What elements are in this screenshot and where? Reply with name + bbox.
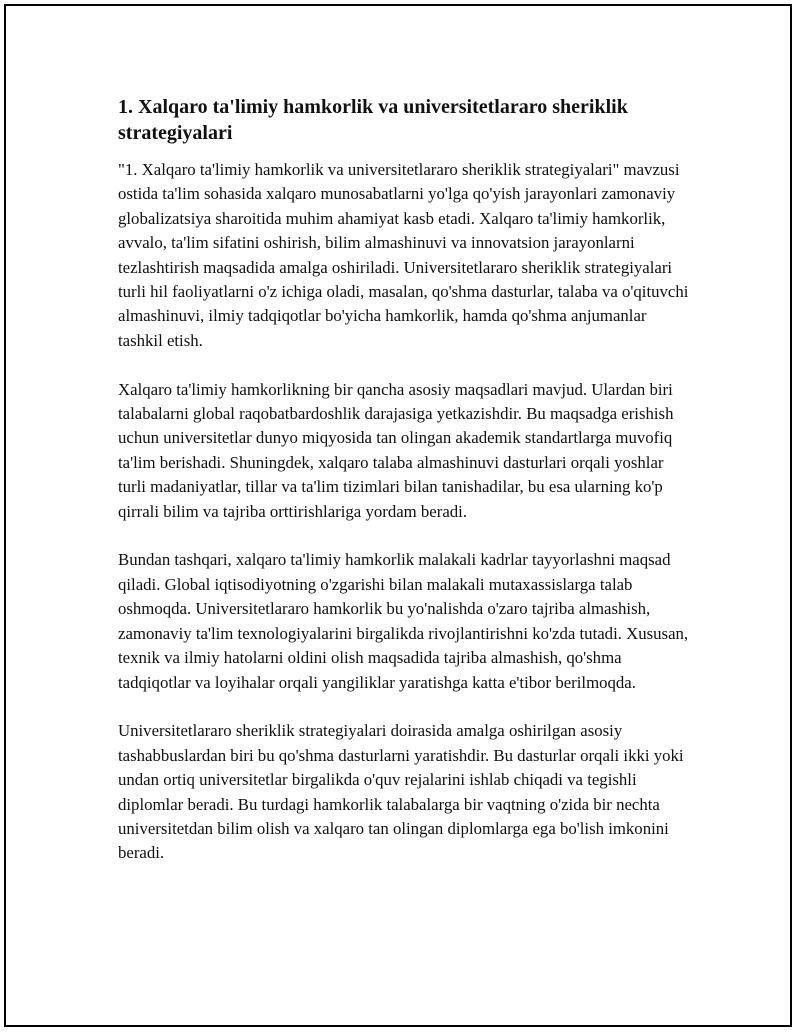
paragraph-1: "1. Xalqaro ta'limiy hamkorlik va universitetlararo sheriklik strategiyalari" mavzusi ostida ta'lim sohasida xalqaro munosabatlarni yo'lga qo'yish jarayonlari zamonaviy globalizatsiya sharoitida muhim ahamiyat kasb etadi. Xalqaro ta'limiy hamkorlik, avvalo, ta'lim sifatini oshirish, bilim almashinuvi va innovatsion jarayonlarni tezlashtirish maqsadida amalga oshiriladi. Universitetlararo sheriklik strategiyalari turli hil faoliyatlarni o'z ichiga oladi, masalan, qo'shma dasturlar, talaba va o'qituvchi almashinuvi, ilmiy tadqiqotlar bo'yicha hamkorlik, hamda qo'shma anjumanlar tashkil etish. xyxy=(118,160,689,350)
document-title: 1. Xalqaro ta'limiy hamkorlik va universitetlararo sheriklik strategiyalari xyxy=(118,96,628,144)
paragraph-4: Universitetlararo sheriklik strategiyalari doirasida amalga oshirilgan asosiy tashabbuslardan biri bu qo'shma dasturlarni yaratishdir. Bu dasturlar orqali ikki yoki undan ortiq universitetlar birgalikda o'quv rejalarini ishlab chiqadi va tegishli diplomlar beradi. Bu turdagi hamkorlik talabalarga bir vaqtning o'zida bir nechta universitetdan bilim olish va xalqaro tan olingan diplomlarga ega bo'lish imkonini beradi. xyxy=(118,721,684,863)
paragraph-2: Xalqaro ta'limiy hamkorlikning bir qancha asosiy maqsadlari mavjud. Ulardan biri talabalarni global raqobatbardoshlik darajasiga yetkazishdir. Bu maqsadga erishish uchun universitetlar dunyo miqyosida tan olingan akademik standartlarga muvofiq ta'lim berishadi. Shuningdek, xalqaro talaba almashinuvi dasturlari orqali yoshlar turli madaniyatlar, tillar va ta'lim tizimlari bilan tanishadilar, bu esa ularning ko'p qirrali bilim va tajriba orttirishlariga yordam beradi. xyxy=(118,379,674,521)
document-body xyxy=(118,94,690,890)
paragraph-3: Bundan tashqari, xalqaro ta'limiy hamkorlik malakali kadrlar tayyorlashni maqsad qiladi. Global iqtisodiyotning o'zgarishi bilan malakali mutaxassislarga talab oshmoqda. Universitetlararo hamkorlik bu yo'nalishda o'zaro tajriba almashish, zamonaviy ta'lim texnologiyalarini birgalikda rivojlantirishni ko'zda tutadi. Xususan, texnik va ilmiy hatolarni oldini olish maqsadida tajriba almashish, qo'shma tadqiqotlar va loyihalar orqali yangiliklar yaratishga katta e'tibor berilmoqda. xyxy=(118,550,689,692)
